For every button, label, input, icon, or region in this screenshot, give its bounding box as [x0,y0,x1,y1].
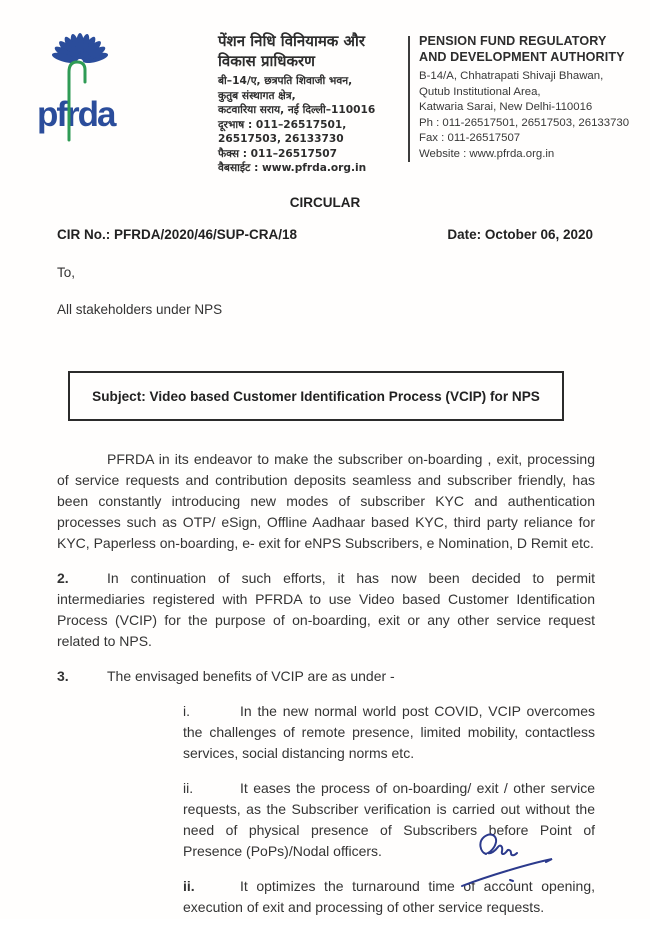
paragraph-3-number: 3. [57,668,69,684]
address-hindi-line: बी–14/ए, छत्रपति शिवाजी भवन, [218,75,353,87]
subject-text: Subject: Video based Customer Identification Process (VCIP) for NPS [92,388,540,404]
reference-row [57,227,593,242]
paragraph-2-text: In continuation of such efforts, it has now been decided to permit intermediaries registered with PFRDA to use Video based Customer Identification Process (VCIP) for the purpose of on-boarding, exit or any other service request related to NPS. [57,570,595,649]
website-hindi-line: वैबसाईट : www.pfrda.org.in [218,162,367,174]
phone-hindi-line: दूरभाष : 011–26517501, 26517503, 26133730 [218,118,347,145]
org-name-line1: PENSION FUND REGULATORY [419,34,607,48]
benefit-i-text: In the new normal world post COVID, VCIP overcomes the challenges of remote presence, limited mobility, contactless services, social distancing norms etc. [183,703,595,761]
paragraph-1: PFRDA in its endeavor to make the subscriber on-boarding , exit, processing of service requests and contribution deposits seamless and subscriber friendly, has been constantly introducing new modes of subscriber KYC and authentication processes such as OTP/ eSign, Offline Aadhaar based KYC, third party reliance for KYC, Paperless on-boarding, e- exit for eNPS Subscribers, e Nomination, D Remit etc. [57,451,595,551]
website-line: Website : www.pfrda.org.in [419,147,555,160]
fax-line: Fax : 011-26517507 [419,132,521,145]
address-line: Katwaria Sarai, New Delhi-110016 [419,101,593,114]
org-name-hindi-line1: पेंशन निधि विनियामक और [218,32,366,50]
phone-line: Ph : 011-26517501, 26517503, 26133730 [419,116,630,129]
benefit-iii-text: It optimizes the turnaround time of account opening, execution of exit and processing of other service requests. [183,878,595,915]
signature-scribble [480,835,517,856]
org-name-hindi-line2: विकास प्राधिकरण [218,52,316,70]
paragraph-2 [57,568,595,652]
benefit-iii-marker: ii. [183,878,195,894]
address-line: B-14/A, Chhatrapati Shivaji Bhawan, [419,70,604,82]
letterhead-hindi [218,31,404,176]
subject-box [68,371,564,421]
paragraph-3 [57,666,595,687]
benefit-ii-text: It eases the process of on-boarding/ exit / other service requests, as the Subscriber verification is carried out without the need of physical presence of Subscribers before Point of Presence (PoPs)/Nodal officers. [183,780,595,859]
salutation: To, [57,265,76,280]
addressee: All stakeholders under NPS [57,302,223,317]
benefit-ii-marker: ii. [183,780,194,796]
letterhead-divider [408,36,410,162]
benefit-item-i [183,701,595,764]
paragraph-2-number: 2. [57,570,69,586]
org-name-line2: AND DEVELOPMENT AUTHORITY [419,50,625,64]
letterhead-english [419,33,641,163]
doc-type-heading: CIRCULAR [289,195,361,210]
benefit-i-marker: i. [183,703,190,719]
lotus-petals-icon [51,33,109,65]
paragraph-3-text: The envisaged benefits of VCIP are as under - [107,668,395,684]
logo-wordmark: pfrda [37,95,115,134]
signature-dot [510,880,513,881]
pfrda-logo [33,24,117,144]
circular-number: CIR No.: PFRDA/2020/46/SUP-CRA/18 [57,227,298,242]
handwritten-signature [448,818,578,898]
address-hindi-line: कुतुब संस्थागत क्षेत्र, [218,89,296,102]
fax-hindi-line: फैक्स : 011–26517507 [218,147,338,160]
signature-underline [462,859,552,886]
address-line: Qutub Institutional Area, [419,85,541,98]
circular-date: Date: October 06, 2020 [447,227,593,242]
address-hindi-line: कटवारिया सराय, नई दिल्ली–110016 [218,104,376,116]
